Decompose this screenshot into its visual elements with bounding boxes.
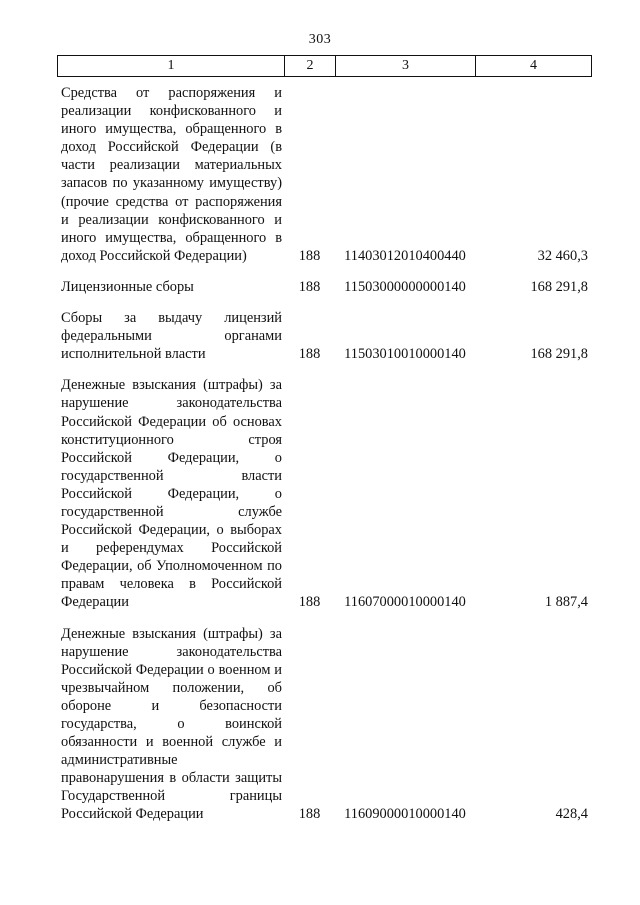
row-budget-code: 11607000010000140 xyxy=(344,594,466,611)
row-admin-code: 188 xyxy=(298,278,321,295)
row-name: Сборы за выдачу лицензий федеральными органами исполнительной власти xyxy=(61,310,282,363)
header-col-4: 4 xyxy=(530,58,537,73)
row-name: Денежные взыскания (штрафы) за нарушение законодательства Российской Федерации об основах конституционного строя Российской Федерации, о государственной власти Российской Федерации, о государственной службе Российской Федерации, о выборах и референдумах Российской Федерации, об Уполномоченном по правам человека в Российской Федерации xyxy=(61,377,282,611)
table-row xyxy=(57,309,592,363)
row-budget-code: 11609000010000140 xyxy=(344,806,466,823)
table-row xyxy=(57,625,592,824)
row-amount: 428,4 xyxy=(555,806,588,823)
row-budget-code: 11403012010400440 xyxy=(344,247,466,264)
row-name: Средства от распоряжения и реализации конфискованного и иного имущества, обращенного в доход Российской Федерации (в части реализации материальных запасов по указанному имуществу) (прочие средства от распоряжения и реализации конфискованного и иного имущества, обращенного в доход Российской Федерации) xyxy=(61,85,282,264)
row-admin-code: 188 xyxy=(298,806,321,823)
page-number: 303 xyxy=(308,32,332,47)
row-budget-code: 11503010010000140 xyxy=(344,346,466,363)
table-body xyxy=(57,84,592,837)
row-admin-code: 188 xyxy=(298,247,321,264)
header-col-2: 2 xyxy=(285,56,336,76)
table-row xyxy=(57,376,592,611)
table-header-row xyxy=(57,55,592,77)
row-amount: 168 291,8 xyxy=(530,278,588,295)
row-amount: 1 887,4 xyxy=(544,594,588,611)
row-amount: 168 291,8 xyxy=(530,346,588,363)
header-col-3: 3 xyxy=(336,56,476,76)
row-amount: 32 460,3 xyxy=(537,247,588,264)
row-name: Лицензионные сборы xyxy=(61,278,194,295)
table-row xyxy=(57,278,592,296)
row-admin-code: 188 xyxy=(298,346,321,363)
row-name: Денежные взыскания (штрафы) за нарушение законодательства Российской Федерации о военном и чрезвычайном положении, об обороне и безопасности государства, о воинской обязанности и военной службе и административные правонарушения в области защиты Государственной границы Российской Федерации xyxy=(61,625,282,823)
table-row xyxy=(57,84,592,265)
row-budget-code: 11503000000000140 xyxy=(344,278,466,295)
row-admin-code: 188 xyxy=(298,594,321,611)
header-col-1: 1 xyxy=(58,56,285,76)
